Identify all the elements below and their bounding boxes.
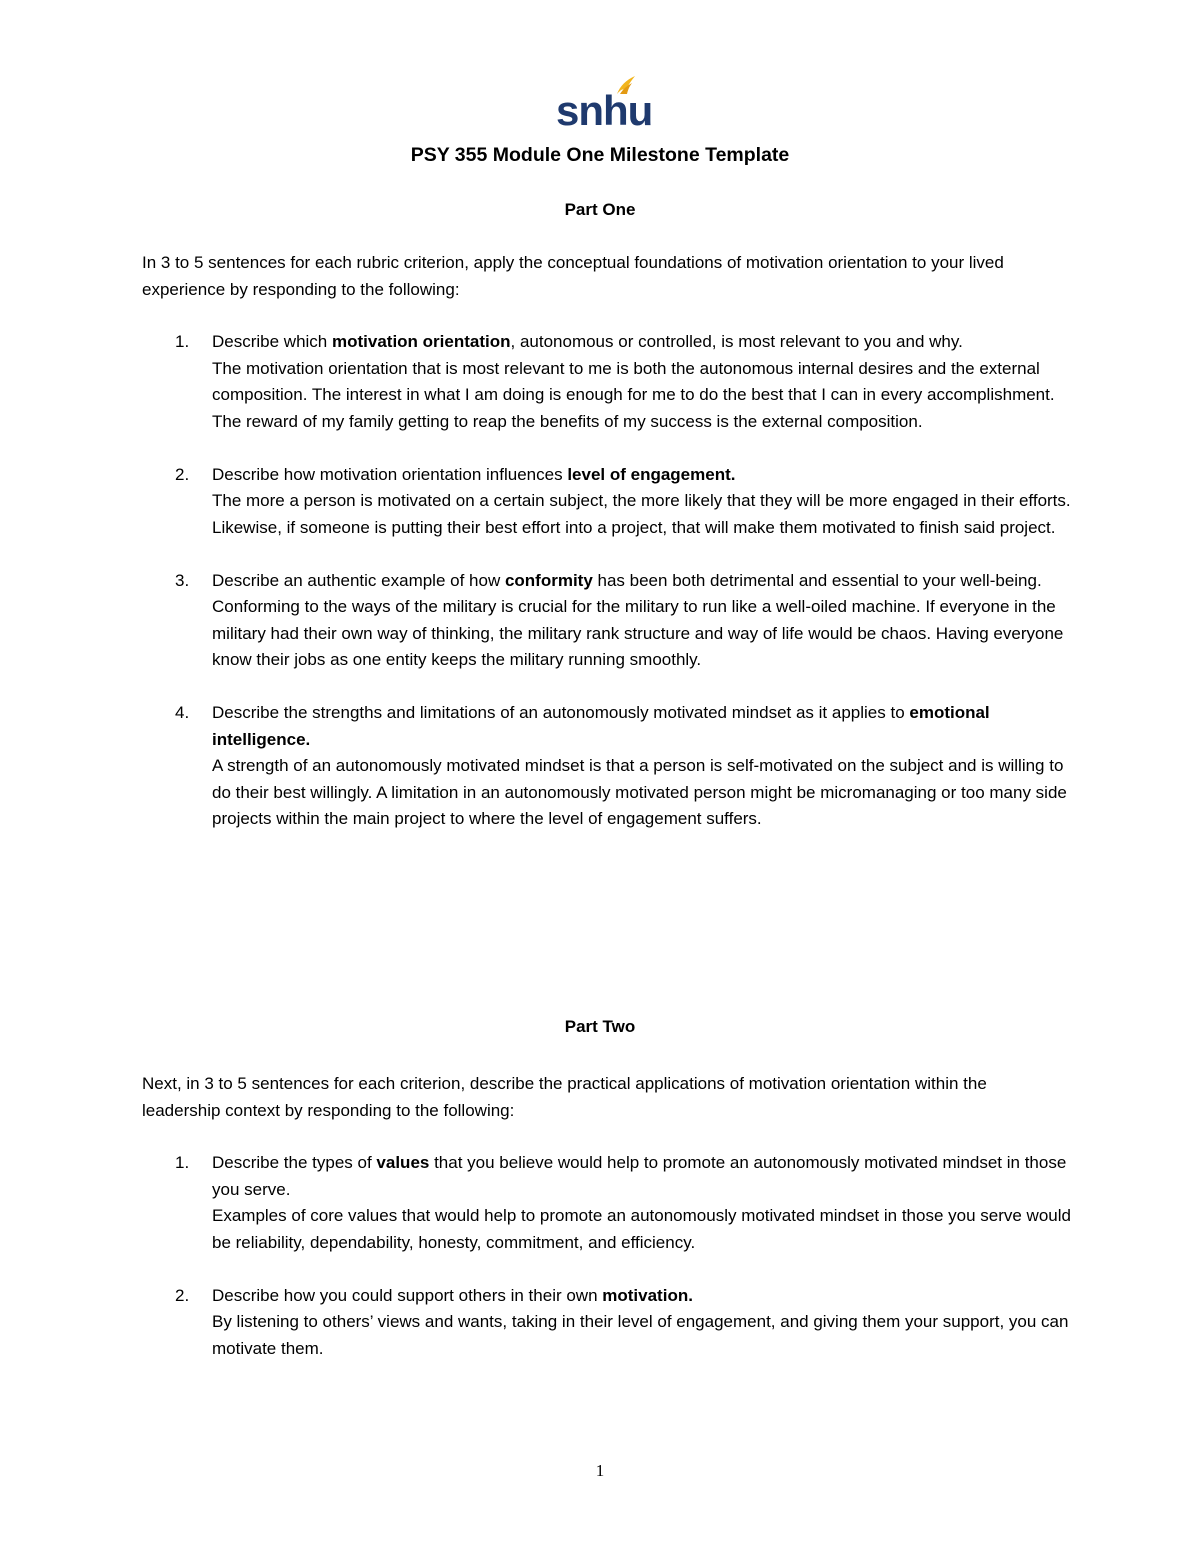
question-text: Describe how motivation orientation influences level of engagement.: [212, 464, 736, 484]
list-item: [142, 462, 1072, 542]
page-number: 1: [595, 1461, 605, 1480]
list-item: [142, 700, 1072, 833]
part-two-list: [142, 1150, 1072, 1389]
question-text: Describe the types of values that you believe would help to promote an autonomously motivated mindset in those you serve.: [212, 1153, 1067, 1199]
item-number: 4.: [175, 703, 190, 722]
snhu-logo: [556, 74, 653, 134]
question-text: Describe the strengths and limitations of an autonomously motivated mindset as it applies to emotional intelligence.: [212, 703, 990, 749]
part-one-intro: In 3 to 5 sentences for each rubric criterion, apply the conceptual foundations of motivation orientation to your lived experience by responding to the following:: [142, 253, 1004, 299]
part-two-intro: Next, in 3 to 5 sentences for each criterion, describe the practical applications of motivation orientation within the leadership context by responding to the following:: [142, 1074, 987, 1120]
part-one-heading: Part One: [564, 200, 636, 219]
list-item: [142, 1283, 1072, 1363]
answer-text: The motivation orientation that is most relevant to me is both the autonomous internal desires and the external composition. The interest in what I am doing is enough for me to do the best that I can in every accomplishment. The reward of my family getting to reap the benefits of my success is the external composition.: [212, 358, 1055, 431]
item-number: 2.: [175, 464, 190, 484]
item-number: 1.: [175, 1153, 190, 1172]
list-item: [142, 329, 1072, 435]
page-title: PSY 355 Module One Milestone Template: [410, 144, 790, 166]
question-text: Describe which motivation orientation, autonomous or controlled, is most relevant to you and why.: [212, 332, 963, 351]
answer-text: By listening to others’ views and wants, taking in their level of engagement, and giving them your support, you can motivate them.: [212, 1312, 1069, 1358]
item-number: 3.: [175, 570, 190, 590]
answer-text: A strength of an autonomously motivated mindset is that a person is self-motivated on the subject and is willing to do their best willingly. A limitation in an autonomously motivated person might be micromanaging or too many side projects within the main project to where the level of engagement suffers.: [212, 756, 1067, 828]
part-one-list: [142, 329, 1072, 859]
list-item: [142, 568, 1072, 674]
answer-text: Conforming to the ways of the military is crucial for the military to run like a well-oiled machine. If everyone in the military had their own way of thinking, the military rank structure and way of life would be chaos. Having everyone know their jobs as one entity keeps the military running smoothly.: [212, 597, 1064, 669]
answer-text: Examples of core values that would help to promote an autonomously motivated mindset in those you serve would be reliability, dependability, honesty, commitment, and efficiency.: [212, 1206, 1071, 1252]
logo-wordmark: snhu: [556, 87, 653, 134]
question-text: Describe an authentic example of how conformity has been both detrimental and essential to your well-being.: [212, 570, 1042, 590]
answer-text: The more a person is motivated on a certain subject, the more likely that they will be more engaged in their efforts. Likewise, if someone is putting their best effort into a project, that will make them motivated to finish said project.: [212, 491, 1071, 537]
list-item: [142, 1150, 1072, 1256]
item-number: 1.: [175, 332, 190, 351]
question-text: Describe how you could support others in their own motivation.: [212, 1285, 693, 1305]
item-number: 2.: [175, 1285, 190, 1305]
part-two-heading: Part Two: [564, 1017, 636, 1036]
